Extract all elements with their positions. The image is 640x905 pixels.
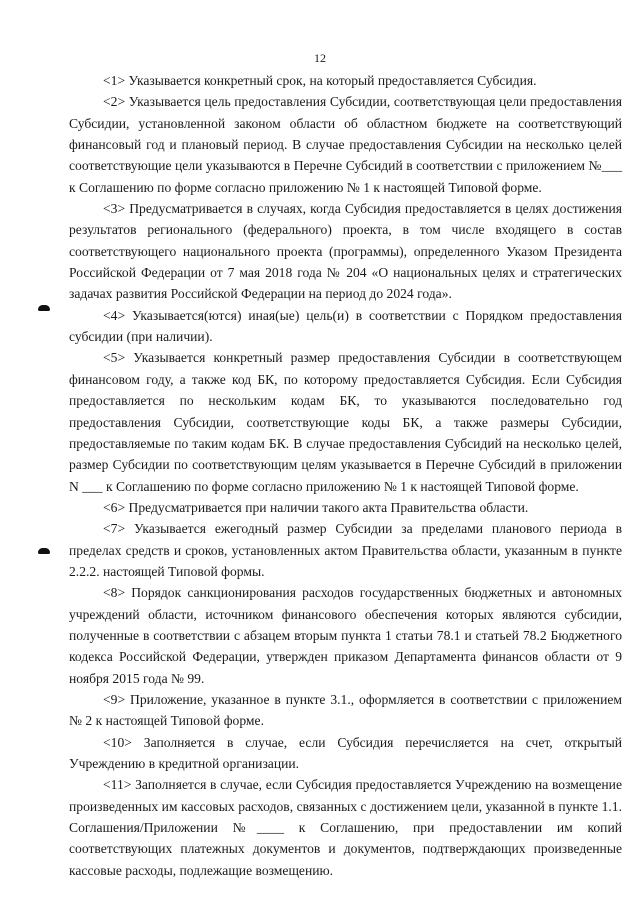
- footnote-5: <5> Указывается конкретный размер предоставления Субсидии в соответствующем финансовом году, а также код БК, по которому предоставляется Субсидия. Если Субсидия предоставляется по нескольким кодам БК, то указываются последовательно год предоставления Субсидии, соответствующие коды БК, а также размеры Субсидии, предоставляемые по таким кодам БК. В случае предоставления Субсидий на несколько целей, размер Субсидии по соответствующим целям указывается в Перечне Субсидий в приложении N ___ к Соглашению по форме согласно приложению № 1 к настоящей Типовой форме.: [69, 350, 622, 494]
- footnotes-body: [69, 70, 622, 881]
- footnote-3: <3> Предусматривается в случаях, когда Субсидия предоставляется в целях достижения результатов регионального (федерального) проекта, в том числе входящего в состав соответствующего национального проекта (программы), определенного Указом Президента Российской Федерации от 7 мая 2018 года № 204 «О национальных целях и стратегических задачах развития Российской Федерации на период до 2024 года».: [69, 201, 622, 302]
- footnote-10: <10> Заполняется в случае, если Субсидия перечисляется на счет, открытый Учреждению в кредитной организации.: [69, 734, 622, 771]
- footnote-1: <1> Указывается конкретный срок, на который предоставляется Субсидия.: [103, 73, 537, 88]
- footnote-4: <4> Указывается(ются) иная(ые) цель(и) в соответствии с Порядком предоставления субсидии (при наличии).: [69, 307, 622, 345]
- scan-artifact-mark: [38, 305, 50, 311]
- footnote-6: <6> Предусматривается при наличии такого акта Правительства области.: [103, 499, 529, 515]
- footnote-8: <8> Порядок санкционирования расходов государственных бюджетных и автономных учреждений области, источником финансового обеспечения которых являются субсидии, полученные в соответствии с абзацем вторым пункта 1 статьи 78.1 и статьей 78.2 Бюджетного кодекса Российской Федерации, утвержден приказом Департамента финансов области от 9 ноября 2015 года № 99.: [69, 585, 622, 686]
- page-number: 12: [314, 51, 326, 65]
- footnote-7: <7> Указывается ежегодный размер Субсидии за пределами планового периода в пределах средств и сроков, установленных актом Правительства области, указанным в пункте 2.2.2. настоящей Типовой формы.: [69, 521, 622, 579]
- footnote-11: <11> Заполняется в случае, если Субсидия предоставляется Учреждению на возмещение произведенных им кассовых расходов, связанных с достижением цели, указанной в пункте 1.1. Соглашения/Приложении №____ к Соглашению, при предоставлении им копий соответствующих платежных документов и документов, подтверждающих произведенные кассовые расходы, подлежащие возмещению.: [69, 777, 622, 878]
- scan-artifact-mark: [38, 548, 50, 554]
- footnote-2: <2> Указывается цель предоставления Субсидии, соответствующая цели предоставления Субсидии, установленной законом области об областном бюджете на соответствующий финансовый год и плановый период. В случае предоставления Субсидии на несколько целей соответствующие цели указываются в Перечне Субсидий в соответствии с приложением №___ к Соглашению по форме согласно приложению № 1 к настоящей Типовой форме.: [69, 94, 622, 195]
- footnote-9: <9> Приложение, указанное в пункте 3.1., оформляется в соответствии с приложением № 2 к настоящей Типовой форме.: [69, 691, 622, 729]
